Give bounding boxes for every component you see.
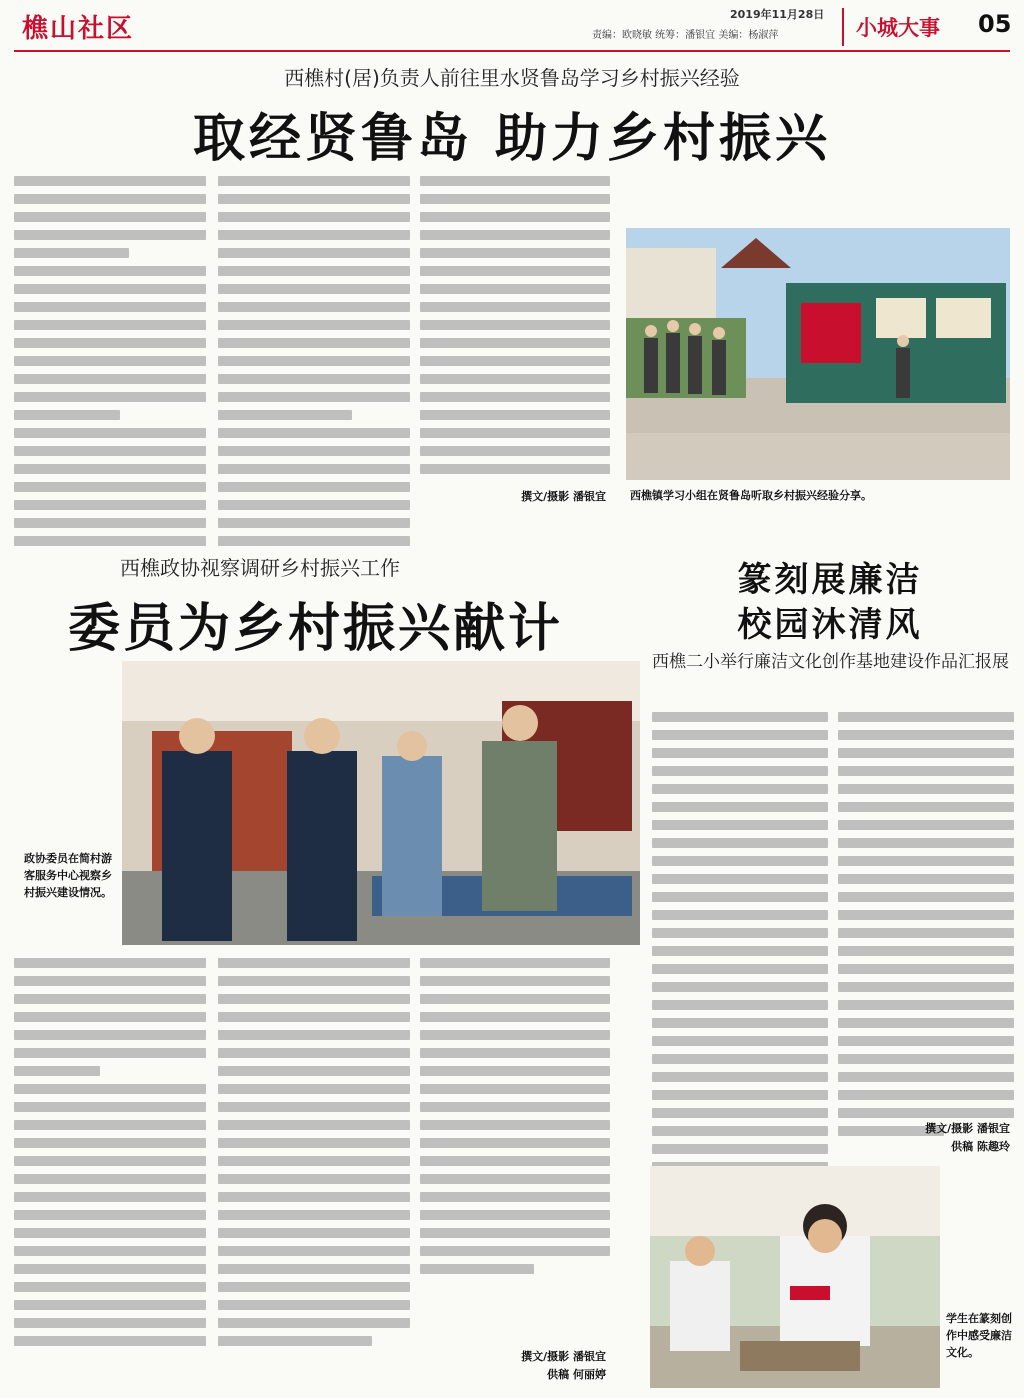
page-number: 05 [978, 10, 1012, 38]
article1-column-1 [14, 176, 206, 554]
article2-column-3 [420, 958, 610, 1282]
article1-photo [626, 228, 1010, 480]
article3-subtitle: 西樵二小举行廉洁文化创作基地建设作品汇报展 [652, 652, 1009, 672]
article1-column-3 [420, 176, 610, 482]
article3-byline-author: 撰文/摄影 潘银宜 [925, 1122, 1010, 1135]
header-divider [842, 8, 844, 46]
article3-byline-source: 供稿 陈趣玲 [951, 1140, 1010, 1153]
article2-photo-caption: 政协委员在简村游客服务中心视察乡村振兴建设情况。 [24, 852, 112, 899]
article1-title: 取经贤鲁岛 助力乡村振兴 [192, 108, 832, 169]
header-rule [14, 50, 1010, 52]
issue-date: 2019年11月28日 [730, 8, 825, 21]
article3-byline [838, 1120, 1010, 1156]
article3-photo-caption: 学生在篆刻创作中感受廉洁文化。 [946, 1312, 1012, 1359]
article2-column-1 [14, 958, 206, 1354]
article2-subtitle: 西樵政协视察调研乡村振兴工作 [120, 556, 400, 580]
editors-credit: 责编：欧晓敏 统筹：潘银宜 美编：杨淑萍 [592, 30, 779, 41]
article2-title: 委员为乡村振兴献计 [68, 598, 564, 659]
article2-byline [420, 1348, 606, 1384]
article3-title-line1: 篆刻展廉洁 [737, 560, 923, 600]
article1-column-2 [218, 176, 410, 554]
section-title: 小城大事 [856, 15, 940, 40]
article3-column-2 [838, 712, 1014, 1144]
article2-byline-author: 撰文/摄影 潘银宜 [521, 1350, 606, 1363]
article2-byline-source: 供稿 何丽婷 [547, 1368, 606, 1381]
article1-byline: 撰文/摄影 潘银宜 [521, 490, 606, 503]
article2-photo [122, 661, 640, 945]
article1-subtitle: 西樵村(居)负责人前往里水贤鲁岛学习乡村振兴经验 [284, 66, 740, 90]
article3-photo [650, 1166, 940, 1388]
article2-column-2 [218, 958, 410, 1354]
article3-title-line2: 校园沐清风 [737, 605, 923, 645]
masthead-logo: 樵山社区 [22, 14, 135, 44]
article1-photo-caption: 西樵镇学习小组在贤鲁岛听取乡村振兴经验分享。 [630, 489, 872, 502]
